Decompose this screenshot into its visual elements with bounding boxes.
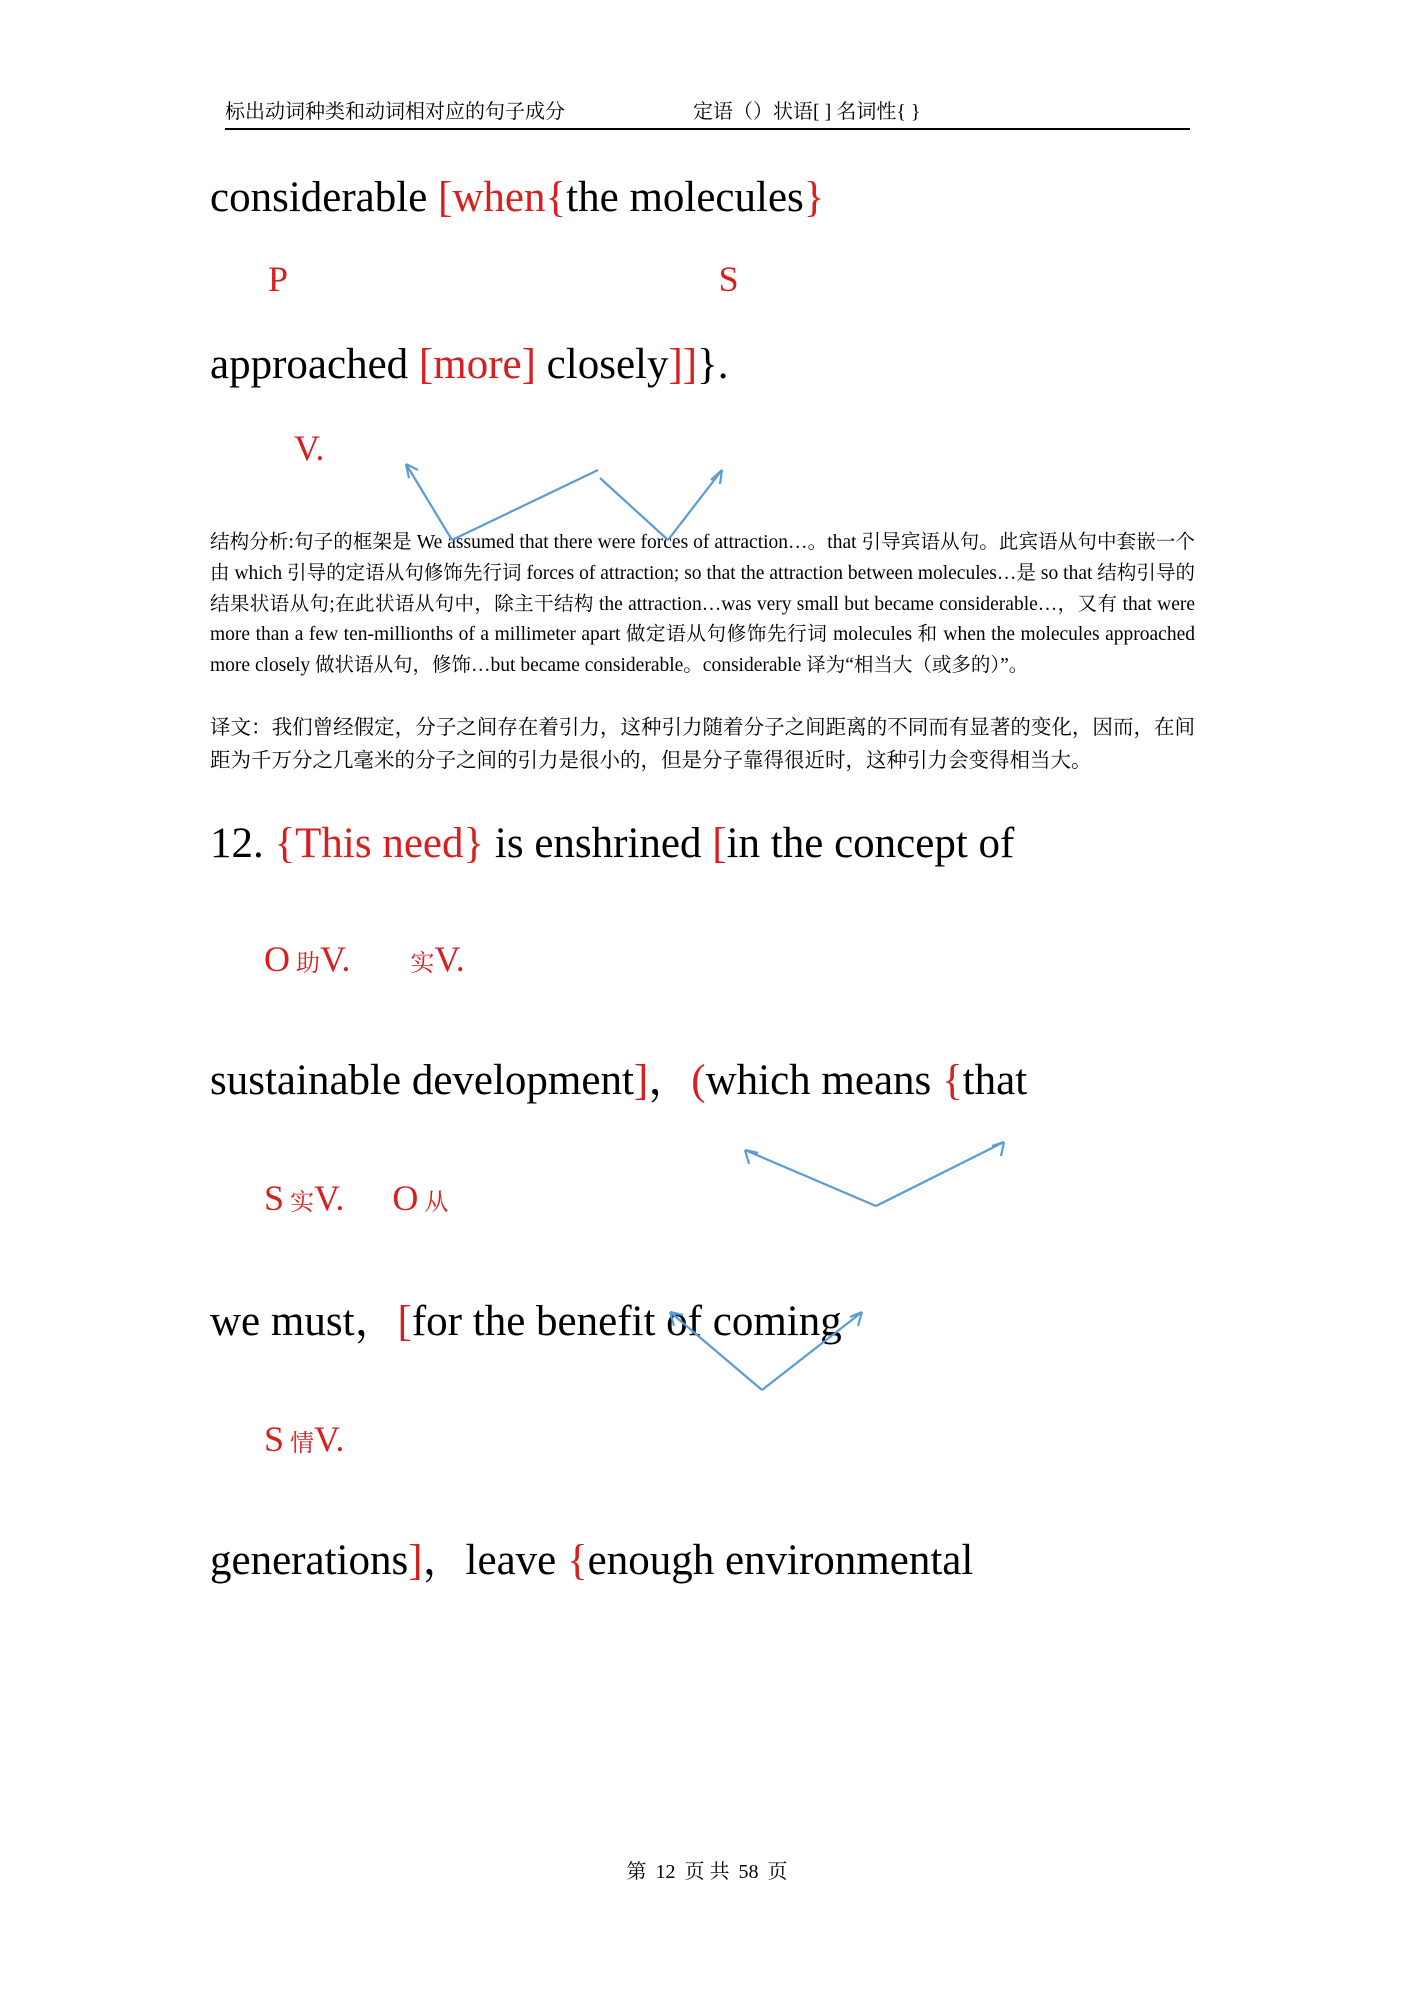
line5-mark-subject: S: [264, 1419, 285, 1460]
line3-brace-close: }: [463, 820, 485, 868]
sentence-line-3-marks: [210, 905, 1210, 1013]
line3-mark-auxiliary: 助: [290, 951, 320, 978]
structure-analysis-text: 句子的框架是 We assumed that there were forces of attraction…。that 引导宾语从句。此宾语从句中套嵌一个由 which 引导的定语从句修饰先行词 forces of attraction; so that the attraction between molecules…是 so that 结构引导的结果状语从句;在此状语从句中，除主干结构 the attraction…was very small but became considerable…，又有 that were more than a few ten-millionths of a millimeter apart 做定语从句修饰先行词 molecules 和 when the molecules approached more closely 做状语从句，修饰…but became considerable。considerable 译为“相当大（或多的）”。: [210, 532, 1195, 677]
footer-total-pages: 58: [738, 1861, 759, 1883]
line4-text-which-means: which means: [705, 1057, 943, 1105]
line4-text-that: that: [962, 1057, 1028, 1105]
line3-text-this-need: This need: [295, 820, 464, 868]
sentence-line-1: [210, 176, 1210, 219]
line1-text-molecules: the molecules: [566, 174, 804, 221]
line4-paren-open: (: [691, 1057, 706, 1105]
line2-text-period: }.: [697, 341, 729, 388]
line1-text-considerable: considerable: [210, 174, 439, 221]
sentence-line-2: [210, 343, 1210, 386]
footer-middle: 页 共: [684, 1861, 730, 1883]
line5-bracket-open: [: [397, 1298, 412, 1346]
sentence-line-5: [210, 1298, 1210, 1346]
line6-text-generations: generations: [210, 1537, 409, 1585]
sentence-line-2-marks: V.: [294, 428, 325, 468]
line1-bracket-when: [when{: [438, 174, 567, 221]
line4-mark-subject: S: [264, 1178, 285, 1219]
sentence-line-4-marks: [210, 1144, 1210, 1252]
document-body: [210, 160, 1210, 1585]
structure-analysis-label: 结构分析:: [210, 532, 294, 553]
line1-brace-close: }: [803, 174, 825, 221]
translation-paragraph: [210, 712, 1195, 778]
line4-mark-verb: V.: [314, 1178, 345, 1219]
footer-suffix: 页: [767, 1861, 788, 1883]
structure-analysis-paragraph: [210, 528, 1195, 682]
line4-text-sustainable: sustainable development: [210, 1057, 634, 1105]
page-header: [225, 95, 1190, 124]
line6-text-environmental: enough environmental: [587, 1537, 974, 1585]
header-divider: [225, 128, 1190, 130]
translation-text: 我们曾经假定，分子之间存在着引力，这种引力随着分子之间距离的不同而有显著的变化，因而，在间距为千万分之几毫米的分子之间的引力是很小的，但是分子靠得很近时，这种引力会变得相当大。: [210, 716, 1196, 773]
line3-text-in-concept: in the concept of: [726, 820, 1015, 868]
line2-text-approached: approached: [210, 341, 419, 388]
item-number-12: 12.: [210, 820, 275, 868]
footer-prefix: 第: [626, 1861, 647, 1883]
page-footer: [0, 1855, 1414, 1884]
line3-brace-open: {: [274, 820, 296, 868]
line5-text-we-must: we must: [210, 1298, 355, 1346]
sentence-line-4: [210, 1057, 1210, 1105]
line6-bracket-close: ]: [408, 1537, 423, 1585]
line3-mark-notional: 实: [410, 951, 435, 978]
line3-mark-verb-2: V.: [434, 939, 465, 980]
line3-bracket-open: [: [712, 820, 727, 868]
line4-mark-object: O: [392, 1178, 419, 1219]
line3-mark-object: O: [264, 939, 290, 980]
translation-label: 译文：: [210, 716, 272, 739]
line5-mark-verb: V.: [314, 1419, 345, 1460]
footer-page-number: 12: [655, 1861, 676, 1883]
line4-comma: ，: [648, 1057, 692, 1105]
line4-bracket-close: ]: [633, 1057, 649, 1105]
sentence-line-1-marks: P S: [268, 259, 739, 299]
sentence-line-5-marks: [210, 1385, 1210, 1493]
line6-text-leave: ，leave: [422, 1537, 567, 1585]
line5-comma: ，: [354, 1298, 398, 1346]
line5-text-benefit: for the benefit of coming: [411, 1298, 842, 1346]
line3-mark-verb-1: V.: [320, 939, 351, 980]
sentence-line-3: [210, 820, 1210, 868]
line2-bracket-more: [more]: [418, 341, 536, 388]
line3-text-is-enshrined: is enshrined: [484, 820, 713, 868]
header-right-legend: 定语（）状语[ ] 名词性{ }: [693, 101, 921, 123]
line2-text-closely: closely: [535, 341, 669, 388]
line4-brace-open: {: [942, 1057, 963, 1105]
line2-brackets-close: ]]: [668, 341, 698, 388]
line4-mark-clause: 从: [418, 1190, 449, 1217]
line4-mark-notional: 实: [284, 1190, 315, 1217]
sentence-line-6: [210, 1537, 1210, 1585]
header-left-title: 标出动词种类和动词相对应的句子成分: [225, 101, 565, 123]
line6-brace-open: {: [566, 1537, 588, 1585]
line5-mark-modal: 情: [284, 1431, 315, 1458]
